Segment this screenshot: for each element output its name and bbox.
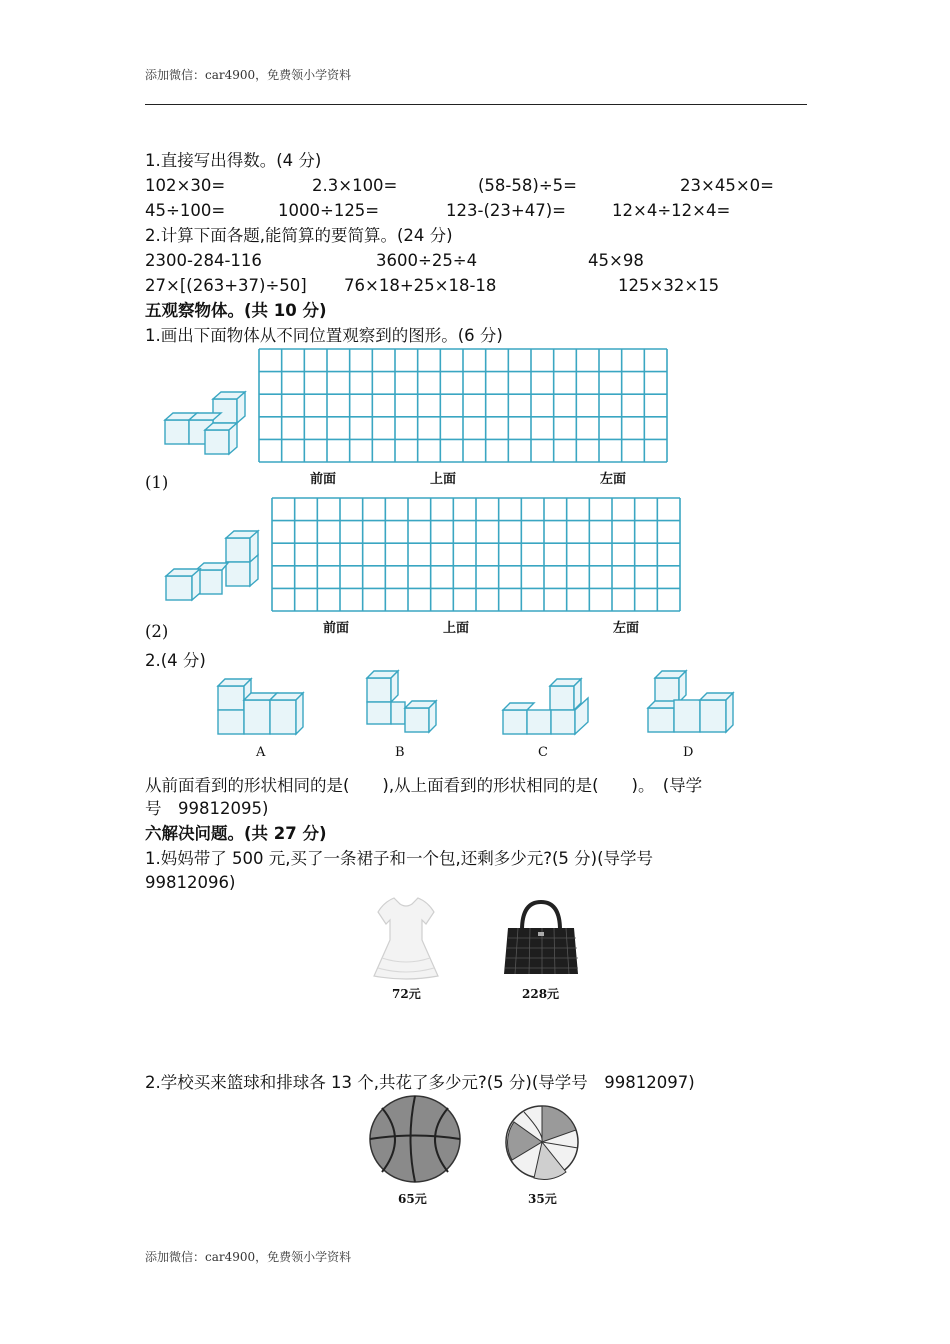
option-a-label: A — [256, 745, 266, 760]
bag-price: 228元 — [522, 987, 560, 1001]
grid-label-top: 上面 — [430, 472, 457, 487]
q2-item: 27×[(263+37)÷50] — [145, 276, 307, 295]
part1-label: (1) — [145, 473, 169, 492]
q1-item: 45÷100= — [145, 201, 226, 220]
option-b-label: B — [395, 745, 405, 760]
volleyball-image — [504, 1104, 580, 1180]
q1-item: 2.3×100= — [312, 176, 398, 195]
dress-price: 72元 — [392, 987, 421, 1001]
section6-title: 六解决问题。(共 27 分) — [145, 824, 327, 843]
section5-question-line1: 从前面看到的形状相同的是( ),从上面看到的形状相同的是( )。 (导学 — [145, 776, 703, 795]
section5-p2-title: 2.(4 分) — [145, 651, 206, 670]
part2-label: (2) — [145, 622, 169, 641]
option-a-figure — [217, 678, 305, 736]
page-footer: 添加微信：car4900，免费领小学资料 — [145, 1250, 352, 1264]
section6-p1-line1: 1.妈妈带了 500 元,买了一条裙子和一个包,还剩多少元?(5 分)(导学号 — [145, 849, 654, 868]
section5-p1-title: 1.画出下面物体从不同位置观察到的图形。(6 分) — [145, 326, 503, 345]
q2-item: 45×98 — [588, 251, 644, 270]
q2-title: 2.计算下面各题,能简算的要简算。(24 分) — [145, 226, 453, 245]
option-d-label: D — [683, 745, 694, 760]
answer-grid-2 — [272, 498, 681, 612]
section5-title: 五观察物体。(共 10 分) — [145, 301, 327, 320]
q2-item: 76×18+25×18-18 — [344, 276, 497, 295]
basketball-price: 65元 — [398, 1192, 427, 1206]
section5-question-line2: 号 99812095) — [145, 799, 269, 818]
q2-item: 2300-284-116 — [145, 251, 262, 270]
option-c-figure — [502, 678, 590, 736]
cube-figure-1 — [163, 390, 243, 456]
option-b-figure — [366, 670, 444, 734]
basketball-image — [368, 1094, 462, 1184]
option-c-label: C — [538, 745, 548, 760]
option-d-figure — [647, 670, 735, 734]
cube-figure-2 — [164, 530, 260, 604]
dress-image — [368, 896, 444, 980]
section6-p1-line2: 99812096) — [145, 873, 236, 892]
grid-label-top: 上面 — [443, 621, 470, 636]
q1-item: 23×45×0= — [680, 176, 774, 195]
q2-item: 125×32×15 — [618, 276, 720, 295]
q2-item: 3600÷25÷4 — [376, 251, 478, 270]
grid-label-left: 左面 — [600, 472, 627, 487]
section6-p2-title: 2.学校买来篮球和排球各 13 个,共花了多少元?(5 分)(导学号 99812097) — [145, 1073, 695, 1092]
q1-item: 1000÷125= — [278, 201, 380, 220]
handbag-image — [502, 898, 580, 978]
q1-item: 102×30= — [145, 176, 226, 195]
grid-label-front: 前面 — [323, 621, 350, 636]
q1-item: 123-(23+47)= — [446, 201, 566, 220]
page-header: 添加微信：car4900，免费领小学资料 — [145, 68, 352, 82]
header-rule — [145, 104, 807, 105]
grid-label-left: 左面 — [613, 621, 640, 636]
answer-grid-1 — [259, 349, 668, 463]
volleyball-price: 35元 — [528, 1192, 557, 1206]
q1-item: 12×4÷12×4= — [612, 201, 731, 220]
q1-item: (58-58)÷5= — [478, 176, 577, 195]
q1-title: 1.直接写出得数。(4 分) — [145, 151, 322, 170]
grid-label-front: 前面 — [310, 472, 337, 487]
